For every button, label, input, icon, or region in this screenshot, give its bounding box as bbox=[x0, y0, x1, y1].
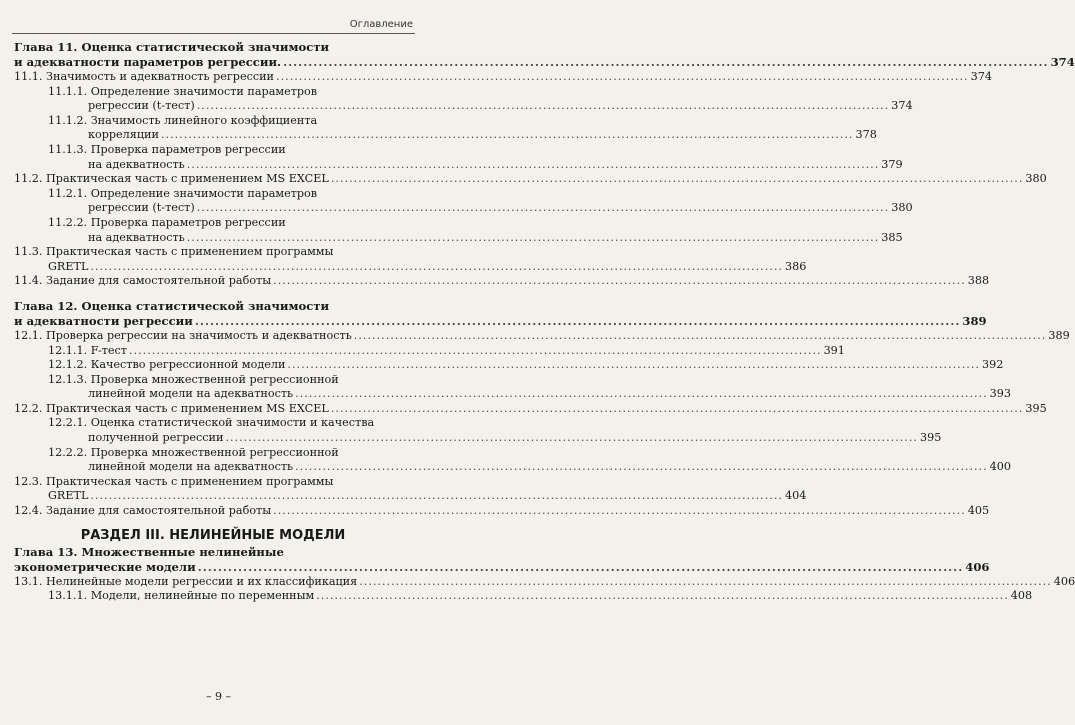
chapter-title-line: эконометрические модели ..... 406 bbox=[14, 560, 412, 575]
toc-entry-12-1-1[interactable]: 12.1.1. F-тест ..... 391 bbox=[14, 344, 412, 359]
chapter-11-title[interactable] bbox=[14, 40, 1075, 70]
chapter-title-line: Глава 12. Оценка статистической значимости bbox=[14, 298, 330, 313]
chapter-title-line: и адекватности регрессии ..... 389 bbox=[14, 314, 412, 329]
toc-entry-11-1[interactable]: 11.1. Значимость и адекватность регрессии ..... 374 bbox=[14, 70, 412, 85]
toc-entry-12-2-2[interactable]: 12.2.2. Проверка множественной регрессионной линейной модели на адекватность ..... 400 bbox=[14, 446, 412, 475]
page-number: 400 bbox=[989, 460, 1012, 474]
toc-entry-12-1-3[interactable]: 12.1.3. Проверка множественной регрессионной линейной модели на адекватность ..... 393 bbox=[14, 373, 412, 402]
toc-entry-12-2-1[interactable]: 12.2.1. Оценка статистической значимости и качества полученной регрессии ..... 395 bbox=[14, 416, 412, 445]
part-3-title[interactable]: РАЗДЕЛ III. НЕЛИНЕЙНЫЕ МОДЕЛИ bbox=[80, 527, 346, 543]
header-rule bbox=[12, 33, 415, 34]
page-number: 404 bbox=[784, 489, 807, 503]
page-number: 374 bbox=[891, 99, 913, 113]
page-number: 374 bbox=[970, 70, 992, 83]
toc-entry-11-2-2[interactable]: 11.2.2. Проверка параметров регрессии на адекватность ..... 385 bbox=[14, 216, 412, 245]
running-header bbox=[0, 0, 437, 30]
chapter-title-line: Глава 11. Оценка статистической значимости bbox=[14, 40, 330, 54]
chapter-12-title[interactable] bbox=[14, 298, 987, 329]
toc-entry-13-1[interactable]: 13.1. Нелинейные модели регрессии и их классификация ..... 406 bbox=[14, 575, 412, 590]
page-number: 378 bbox=[855, 128, 877, 142]
toc-entry-11-1-3[interactable]: 11.1.3. Проверка параметров регрессии на адекватность ..... 379 bbox=[14, 143, 412, 172]
page-number: 380 bbox=[891, 201, 913, 215]
page-number: 389 bbox=[1048, 328, 1070, 342]
toc-entry-13-1-1[interactable]: 13.1.1. Модели, нелинейные по переменным ..... 408 bbox=[14, 589, 412, 604]
toc-entry-11-1-1[interactable]: 11.1.1. Определение значимости параметров регрессии (t-тест) ..... 374 bbox=[14, 85, 412, 114]
page-number: 379 bbox=[881, 157, 903, 171]
page-number: 391 bbox=[823, 343, 845, 357]
page-number: 395 bbox=[1025, 401, 1047, 415]
page-number: 406 bbox=[965, 559, 990, 574]
toc-entry-12-1-2[interactable]: 12.1.2. Качество регрессионной модели ..... 392 bbox=[14, 358, 412, 373]
page-number: 405 bbox=[967, 504, 990, 518]
page-number: 386 bbox=[784, 259, 807, 273]
toc-entry-12-3[interactable]: 12.3. Практическая часть с применением программы GRETL ..... 404 bbox=[14, 475, 412, 504]
toc-entry-12-1[interactable]: 12.1. Проверка регрессии на значимость и адекватность ..... 389 bbox=[14, 329, 412, 344]
toc-entry-11-2-1[interactable]: 11.2.1. Определение значимости параметров регрессии (t-тест) ..... 380 bbox=[14, 187, 412, 216]
page-number: 395 bbox=[919, 431, 942, 445]
chapter-title-line: Глава 13. Множественные нелинейные bbox=[14, 544, 284, 559]
toc-entry-11-4[interactable]: 11.4. Задание для самостоятельной работы ..... 388 bbox=[14, 274, 412, 289]
page-number: 388 bbox=[967, 274, 990, 288]
toc-entry-12-2[interactable]: 12.2. Практическая часть с применением MS EXCEL ..... 395 bbox=[14, 402, 412, 417]
page-footer-number: – 9 – bbox=[206, 690, 231, 703]
running-header-label: Оглавление bbox=[349, 19, 413, 30]
toc-entry-11-3[interactable]: 11.3. Практическая часть с применением программы GRETL ..... 386 bbox=[14, 245, 412, 274]
page-number: 393 bbox=[989, 387, 1012, 401]
page-number: 406 bbox=[1053, 574, 1075, 588]
toc-entry-11-2[interactable]: 11.2. Практическая часть с применением MS EXCEL ..... 380 bbox=[14, 172, 412, 187]
page-number: 408 bbox=[1010, 589, 1033, 603]
chapter-title-line: и адекватности параметров регрессии. ..... 374 bbox=[14, 55, 412, 70]
page-number: 374 bbox=[1050, 55, 1075, 69]
page-number: 389 bbox=[962, 313, 987, 328]
table-of-contents bbox=[14, 40, 1075, 604]
chapter-13-title[interactable] bbox=[14, 544, 990, 575]
toc-entry-11-1-2[interactable]: 11.1.2. Значимость линейного коэффициента корреляции ..... 378 bbox=[14, 114, 412, 143]
page-number: 380 bbox=[1025, 172, 1047, 186]
page-number: 392 bbox=[981, 358, 1004, 372]
toc-entry-12-4[interactable]: 12.4. Задание для самостоятельной работы ..... 405 bbox=[14, 504, 412, 519]
page-number: 385 bbox=[881, 230, 903, 244]
